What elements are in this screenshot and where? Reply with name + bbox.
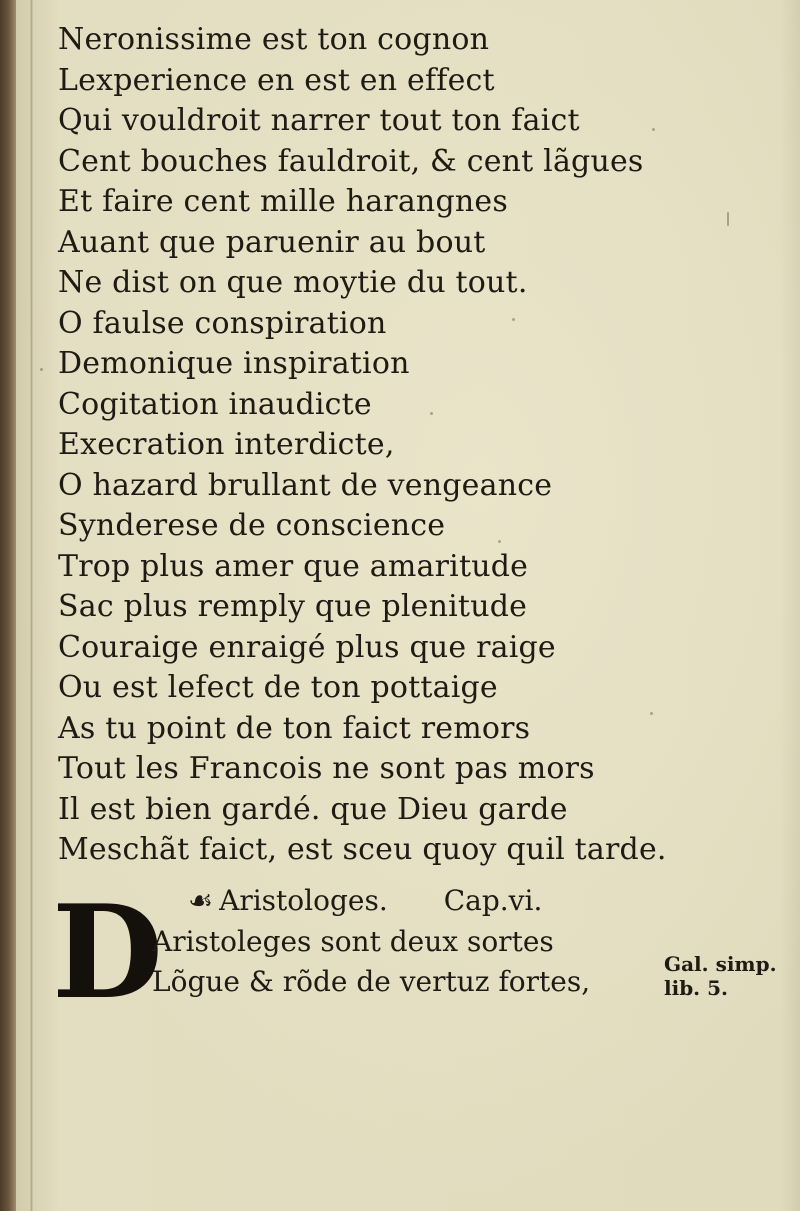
verse-line: Couraige enraigé plus que raige bbox=[58, 629, 556, 665]
verse-line: Ne dist on que moytie du tout. bbox=[58, 265, 528, 300]
verse-line: Execration interdicte, bbox=[58, 427, 395, 462]
ink-speck bbox=[498, 540, 501, 543]
margin-note-line: Gal. simp. bbox=[664, 952, 777, 976]
verse-line: O faulse conspiration bbox=[58, 305, 387, 341]
ink-speck bbox=[40, 368, 43, 371]
verse-line: Sac plus remply que plenitude bbox=[58, 589, 528, 624]
ink-speck bbox=[727, 212, 729, 226]
chapter-line: Aristoleges sont deux sortes bbox=[152, 925, 554, 958]
verse-line: Ou est lefect de ton pottaige bbox=[58, 670, 498, 705]
verse-line: Auant que paruenir au bout bbox=[58, 224, 486, 260]
page-fold bbox=[30, 0, 33, 1211]
fleuron-icon: ☙ bbox=[188, 884, 214, 917]
verse-line: Il est bien gardé. que Dieu garde bbox=[58, 791, 568, 827]
verse-line: Lexperience en est en effect bbox=[58, 62, 495, 98]
drop-cap: D bbox=[52, 878, 163, 1028]
chapter-title: Aristologes. bbox=[219, 884, 388, 917]
chapter-verses bbox=[152, 922, 590, 1002]
ink-speck bbox=[650, 712, 653, 715]
verse-line: Cogitation inaudicte bbox=[58, 386, 372, 422]
verse-line: Demonique inspiration bbox=[58, 346, 410, 381]
chapter-line: Lõgue & rõde de vertuz fortes, bbox=[152, 965, 591, 998]
verse-line: Cent bouches fauldroit, & cent lãgues bbox=[58, 143, 644, 179]
ink-speck bbox=[652, 128, 655, 131]
verse-line: Trop plus amer que amaritude bbox=[58, 548, 529, 584]
ink-speck bbox=[430, 412, 433, 415]
verse-line: Tout les Francois ne sont pas mors bbox=[58, 751, 595, 786]
verse-line: O hazard brullant de vengeance bbox=[58, 467, 553, 503]
poem-verses bbox=[58, 20, 667, 871]
chapter-heading bbox=[188, 884, 542, 917]
verse-line: Et faire cent mille harangnes bbox=[58, 184, 508, 219]
verse-line: Synderese de conscience bbox=[58, 508, 446, 543]
book-gutter bbox=[0, 0, 16, 1211]
verse-line: Neronissime est ton cognon bbox=[58, 22, 490, 57]
chapter-number: Cap.vi. bbox=[443, 884, 543, 917]
verse-line: As tu point de ton faict remors bbox=[58, 710, 531, 746]
verse-line: Meschãt faict, est sceu quoy quil tarde. bbox=[58, 832, 667, 867]
verse-line: Qui vouldroit narrer tout ton faict bbox=[58, 103, 580, 138]
ink-speck bbox=[512, 318, 515, 321]
margin-note-line: lib. 5. bbox=[664, 976, 728, 1000]
margin-note bbox=[664, 952, 777, 1000]
